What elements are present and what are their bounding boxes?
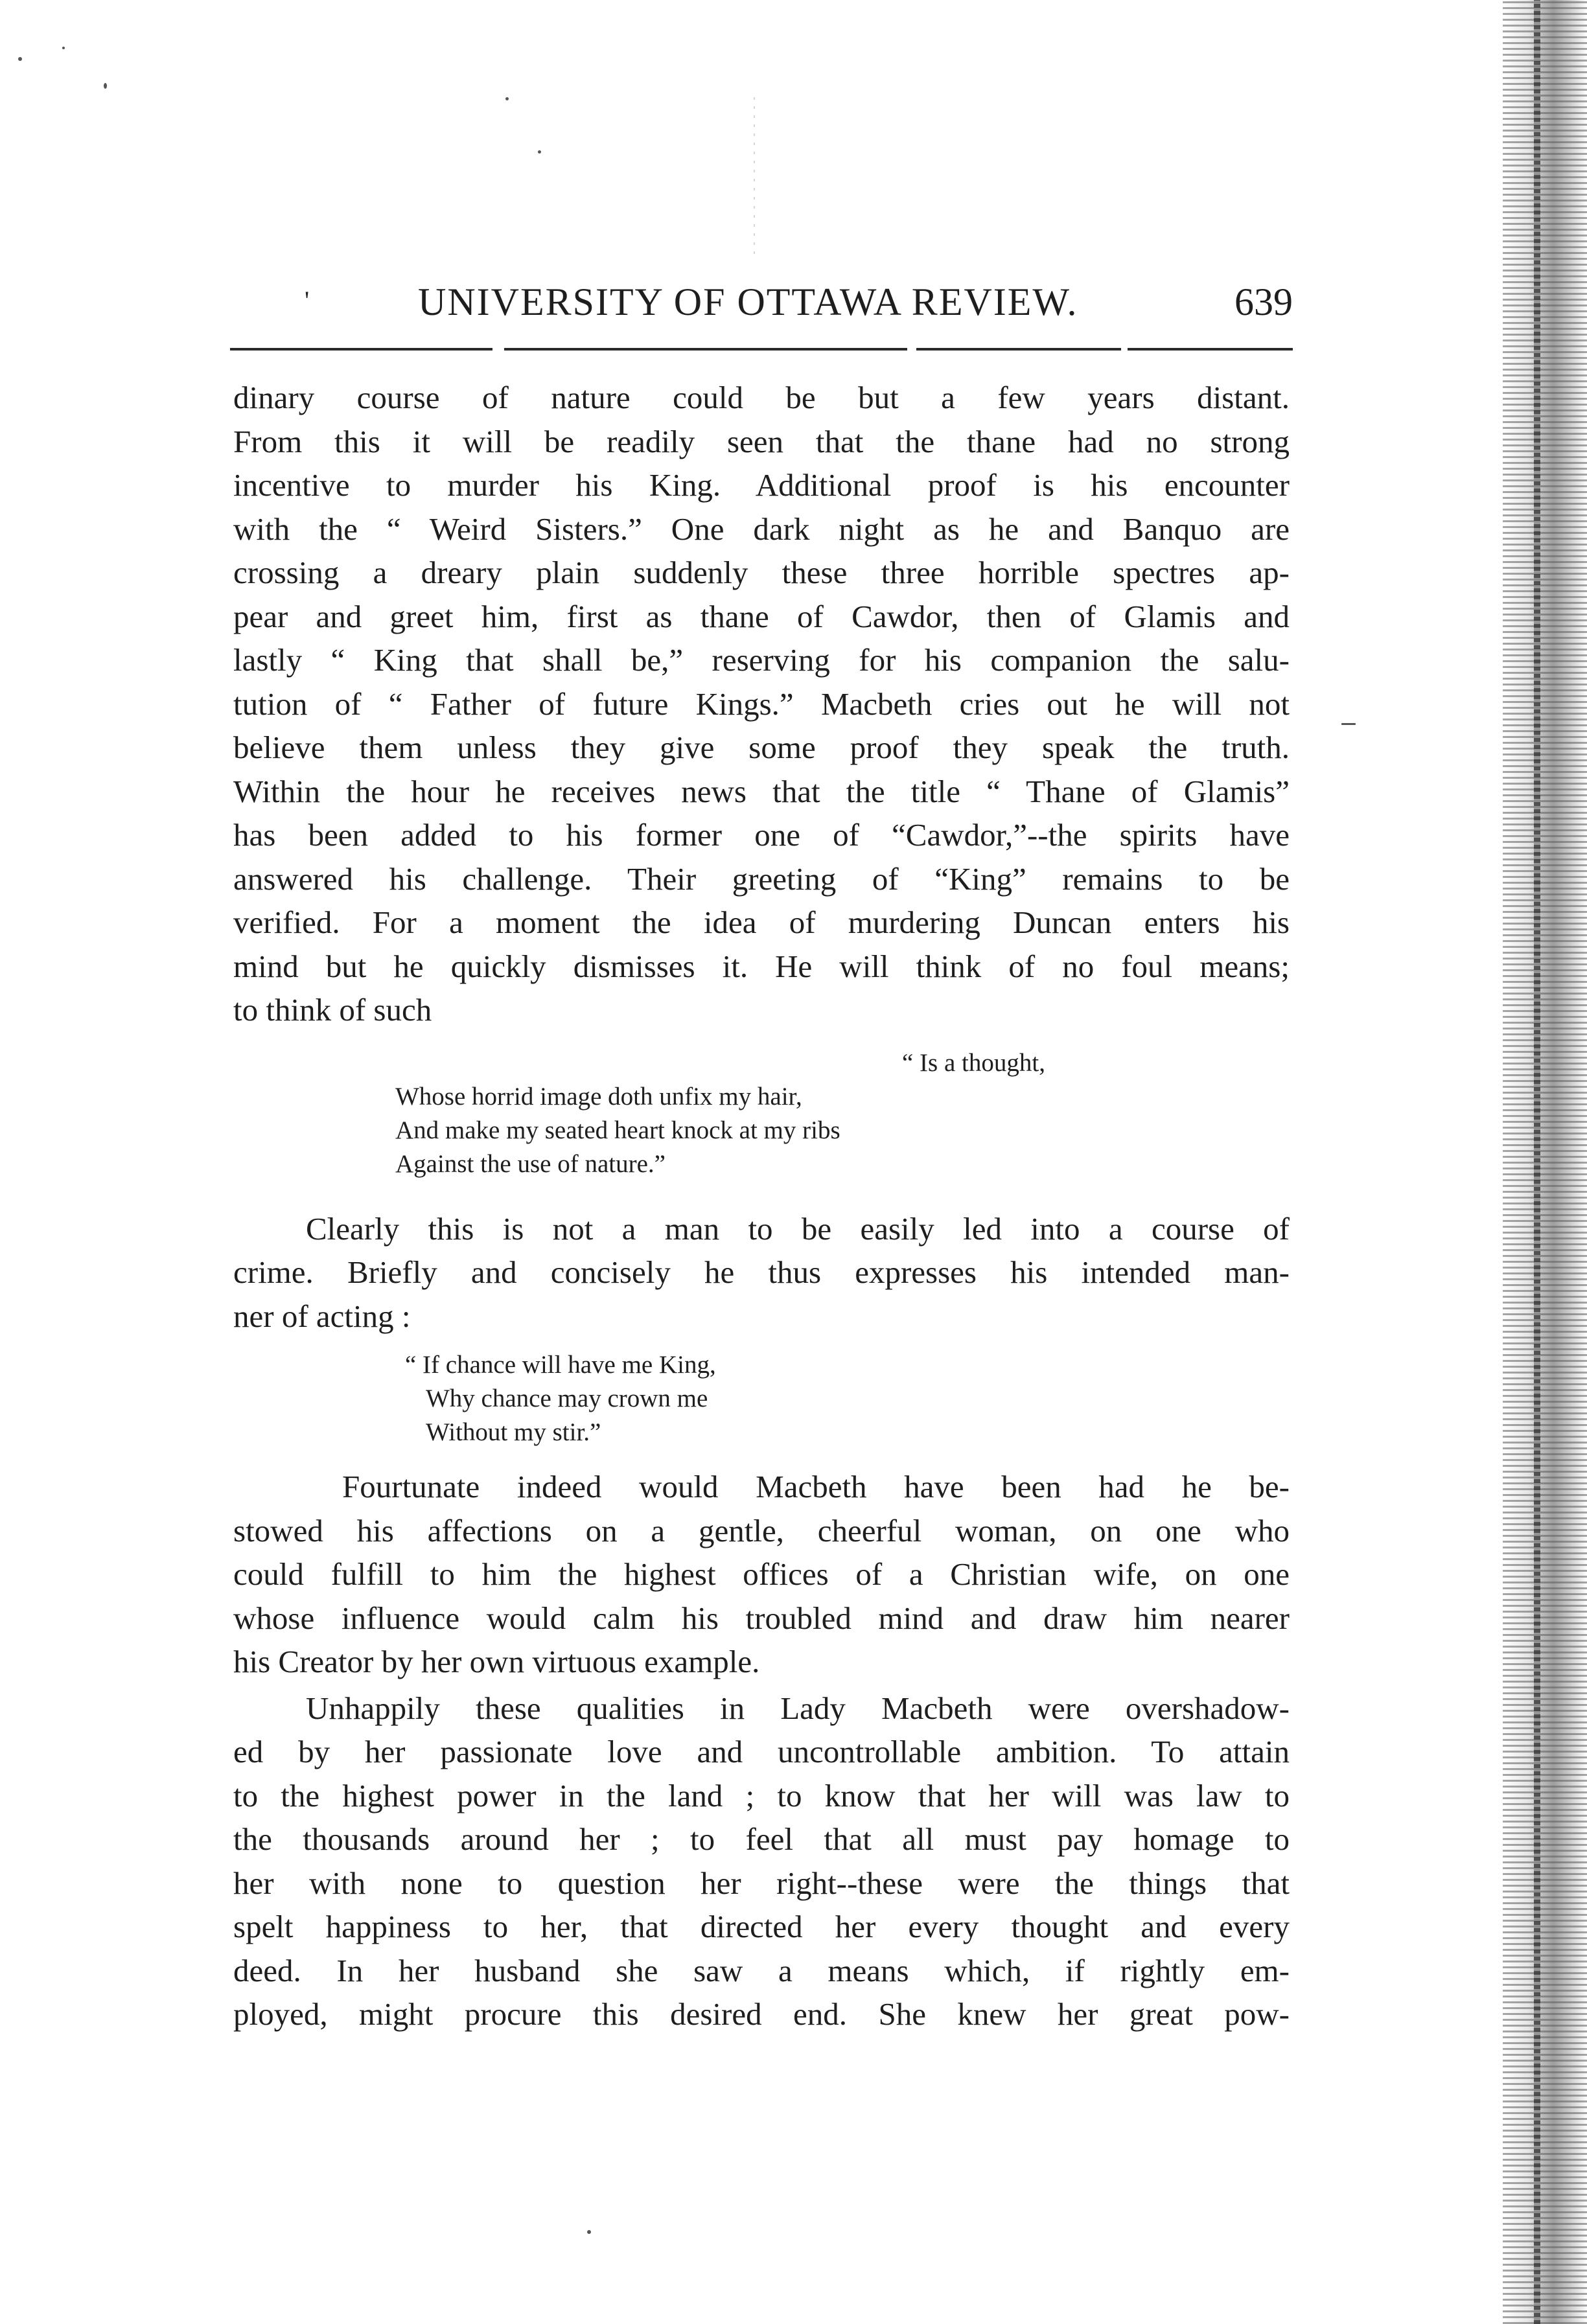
header-rule [230, 348, 1293, 351]
text-line: verified. For a moment the idea of murdering Duncan enters his [233, 904, 1290, 940]
text-line: her with none to question her right--these were the things that [233, 1865, 1290, 1901]
text-line: ployed, might procure this desired end. She knew her great pow- [233, 1996, 1290, 2032]
dust-speck [18, 57, 22, 61]
dust-speck [505, 97, 509, 100]
paragraph [233, 376, 1290, 1032]
text-line: whose influence would calm his troubled mind and draw him nearer [233, 1600, 1290, 1636]
text-line: Unhappily these qualities in Lady Macbeth were overshadow- [306, 1690, 1290, 1726]
text-line: spelt happiness to her, that directed her every thought and every [233, 1909, 1290, 1944]
verse-line: Whose horrid image doth unfix my hair, [395, 1082, 802, 1110]
verse-line: Why chance may crown me [426, 1385, 708, 1412]
text-line: lastly “ King that shall be,” reserving for his companion the salu- [233, 642, 1290, 678]
dust-mark [1341, 723, 1356, 725]
page-header [305, 280, 1293, 332]
paragraph [233, 1465, 1290, 1684]
text-line: with the “ Weird Sisters.” One dark night as he and Banquo are [233, 511, 1290, 547]
text-line: From this it will be readily seen that the thane had no strong [233, 423, 1290, 459]
text-line: crossing a dreary plain suddenly these three horrible spectres ap- [233, 555, 1290, 590]
verse-line: Against the use of nature.” [395, 1149, 666, 1178]
text-line: crime. Briefly and concisely he thus expresses his intended man- [233, 1254, 1290, 1290]
page-number: 639 [1234, 281, 1293, 323]
paragraph [233, 1686, 1290, 2036]
text-line: to think of such [233, 992, 432, 1028]
page-fold-mark [754, 97, 755, 259]
verse-quote [405, 1348, 1290, 1449]
text-line: stowed his affections on a gentle, cheerful woman, on one who [233, 1512, 1290, 1548]
rule-break [492, 346, 504, 351]
text-line: Within the hour he receives news that the title “ Thane of Glamis” [233, 773, 1290, 809]
verse-line: And make my seated heart knock at my ribs [395, 1116, 840, 1144]
text-line: ner of acting : [233, 1298, 411, 1334]
text-line: his Creator by her own virtuous example. [233, 1644, 760, 1679]
running-title: UNIVERSITY OF OTTAWA REVIEW. [418, 281, 1078, 323]
dust-speck [538, 150, 541, 154]
verse-line: “ Is a thought, [902, 1048, 1045, 1077]
text-line: deed. In her husband she saw a means which, if rightly em- [233, 1952, 1290, 1988]
text-line: dinary course of nature could be but a few years distant. [233, 380, 1290, 415]
text-line: ed by her passionate love and uncontrollable ambition. To attain [233, 1734, 1290, 1769]
rule-break [1121, 346, 1128, 351]
text-line: tution of “ Father of future Kings.” Macbeth cries out he will not [233, 685, 1290, 722]
text-line: answered his challenge. Their greeting of “King” remains to be [233, 860, 1290, 897]
dust-speck [62, 47, 65, 49]
dust-speck [587, 2230, 591, 2234]
paragraph [233, 1207, 1290, 1339]
text-line: pear and greet him, first as thane of Cawdor, then of Glamis and [233, 598, 1290, 634]
header-mark: ' [305, 286, 310, 315]
rule-break [907, 346, 916, 351]
text-line: the thousands around her ; to feel that all must pay homage to [233, 1821, 1290, 1857]
text-line: could fulfill to him the highest offices of a Christian wife, on one [233, 1556, 1290, 1592]
verse-line: “ If chance will have me King, [405, 1351, 716, 1379]
text-line: mind but he quickly dismisses it. He will think of no foul means; [233, 948, 1290, 984]
verse-quote [395, 1046, 1290, 1181]
body-text [233, 376, 1290, 2036]
text-line: Fourtunate indeed would Macbeth have been had he be- [342, 1469, 1290, 1504]
scanner-edge-shadow [1503, 0, 1587, 2324]
text-line: believe them unless they give some proof they speak the truth. [233, 730, 1290, 765]
text-line: Clearly this is not a man to be easily led into a course of [306, 1210, 1290, 1247]
scanner-edge-line [1534, 0, 1540, 2324]
text-line: has been added to his former one of “Cawdor,”--the spirits have [233, 817, 1290, 853]
verse-line: Without my stir.” [426, 1418, 601, 1446]
dust-speck [104, 83, 107, 89]
text-line: to the highest power in the land ; to know that her will was law to [233, 1777, 1290, 1813]
text-line: incentive to murder his King. Additional proof is his encounter [233, 467, 1290, 503]
